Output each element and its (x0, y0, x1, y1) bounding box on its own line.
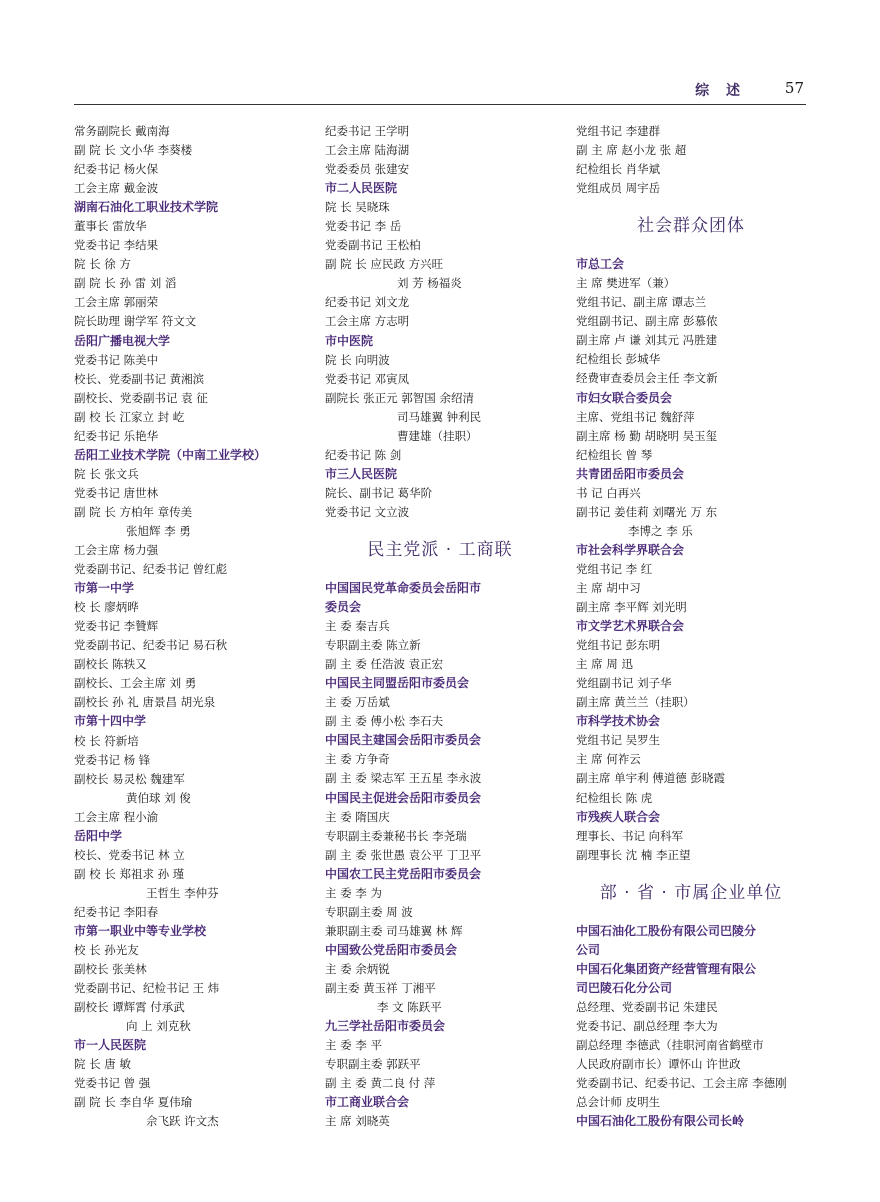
personnel-line: 常务副院长 戴南海 (74, 124, 170, 138)
personnel-line: 总会计师 皮明生 (576, 1095, 661, 1110)
organization-heading: 中国民主同盟岳阳市委员会 (325, 676, 470, 691)
personnel-line: 李 文 陈跃平 (377, 1000, 442, 1015)
section-heading: 社会群众团体 (637, 216, 745, 237)
personnel-line: 党委副书记、纪检书记 王 炜 (74, 981, 220, 996)
personnel-line: 党组书记 李建群 (576, 124, 661, 138)
organization-heading: 中国石油化工股份有限公司长岭 (576, 1114, 745, 1129)
personnel-line: 党委书记 李贊辉 (74, 619, 159, 634)
organization-heading: 委员会 (325, 600, 362, 615)
personnel-line: 副主席 黄兰兰（挂职） (576, 695, 695, 710)
organization-heading: 市文学艺术界联合会 (576, 619, 685, 634)
personnel-line: 人民政府副市长）谭怀山 许世政 (576, 1057, 741, 1072)
personnel-line: 副校长 谭辉霄 付承武 (74, 1000, 185, 1015)
personnel-line: 院 长 向明波 (325, 352, 390, 367)
organization-heading: 市科学技术协会 (576, 714, 661, 729)
personnel-line: 王哲生 李仲芬 (146, 885, 219, 900)
column-left (74, 122, 304, 1131)
organization-heading: 岳阳中学 (74, 828, 123, 843)
organization-heading: 中国民主促进会岳阳市委员会 (325, 790, 482, 805)
personnel-line: 党委副书记、纪委书记 曾红彪 (74, 562, 228, 577)
personnel-line: 刘 芳 杨福炎 (397, 276, 462, 291)
personnel-line: 院长助理 谢学军 符文文 (74, 314, 197, 329)
personnel-line: 副院长 张正元 郭智国 余绍清 (325, 390, 474, 405)
personnel-line: 副 院 长 李自华 夏伟瑜 (74, 1095, 193, 1110)
personnel-line: 副书记 姜佳莉 刘曙光 万 东 (576, 504, 718, 519)
personnel-line: 副校长 张美林 (74, 962, 147, 977)
section-title: 综 述 (695, 83, 746, 99)
personnel-line: 纪委书记 杨火保 (74, 162, 159, 177)
personnel-line: 纪委书记 陈 剑 (325, 447, 402, 462)
personnel-line: 工会主席 杨力强 (74, 543, 159, 558)
organization-heading: 湖南石油化工职业技术学院 (74, 200, 219, 215)
personnel-line: 副 校 长 郑祖求 孙 瑾 (74, 866, 185, 881)
personnel-line: 党委副书记、纪委书记、工会主席 李德刚 (576, 1076, 787, 1091)
organization-heading: 市工商业联合会 (325, 1095, 410, 1110)
organization-heading: 中国致公党岳阳市委员会 (325, 942, 458, 957)
organization-heading: 岳阳广播电视大学 (74, 333, 171, 348)
page-number: 57 (784, 79, 804, 97)
personnel-line: 副主席 李平辉 刘光明 (576, 600, 687, 615)
personnel-line: 纪检组长 彭城华 (576, 352, 661, 367)
personnel-line: 纪委书记 刘文龙 (325, 295, 410, 310)
personnel-line: 副 院 长 应民政 方兴旺 (325, 257, 444, 272)
personnel-line: 院 长 张文兵 (74, 466, 139, 481)
personnel-line: 主 委 万岳斌 (325, 695, 390, 710)
personnel-line: 党组副书记、副主席 彭慕侬 (576, 314, 718, 329)
organization-heading: 市妇女联合委员会 (576, 390, 673, 405)
personnel-line: 副校长、工会主席 刘 勇 (74, 676, 197, 691)
personnel-line: 副校长 陈轶又 (74, 657, 147, 672)
personnel-line: 党委书记 陈美中 (74, 352, 159, 367)
personnel-line: 院长、副书记 葛华阶 (325, 485, 433, 500)
organization-heading: 市第一中学 (74, 581, 135, 596)
personnel-line: 党委副书记 王松柏 (325, 238, 421, 253)
personnel-line: 工会主席 陆海湖 (325, 143, 410, 158)
personnel-line: 副主席 杨 勤 胡晓明 吴玉玺 (576, 428, 718, 443)
personnel-line: 主 席 刘晓英 (325, 1114, 390, 1129)
personnel-line: 李博之 李 乐 (628, 523, 693, 538)
personnel-line: 主席、党组书记 魏舒萍 (576, 409, 695, 424)
section-heading: 部 · 省 · 市属企业单位 (599, 882, 783, 903)
personnel-line: 工会主席 程小渝 (74, 809, 159, 824)
organization-heading: 中国农工民主党岳阳市委员会 (325, 866, 482, 881)
personnel-line: 党委委员 张建安 (325, 162, 410, 177)
page-header (74, 80, 806, 105)
personnel-line: 主 席 樊进军（兼） (576, 276, 676, 291)
personnel-line: 党委书记 邓寅凤 (325, 371, 410, 386)
personnel-line: 主 委 余炳锐 (325, 961, 390, 976)
personnel-line: 主 委 李 为 (325, 885, 382, 900)
organization-heading: 市第一职业中等专业学校 (74, 923, 207, 938)
personnel-line: 张旭辉 李 勇 (126, 523, 191, 538)
personnel-line: 副 院 长 文小华 李葵楼 (74, 143, 193, 158)
personnel-line: 经费审查委员会主任 李文新 (576, 371, 718, 386)
personnel-line: 副 主 委 黄二良 付 萍 (325, 1076, 436, 1091)
personnel-line: 校长、党委副书记 黄湘滨 (74, 371, 205, 386)
personnel-line: 党组书记 李 红 (576, 561, 653, 576)
organization-heading: 市二人民医院 (325, 181, 398, 196)
personnel-line: 院 长 唐 敏 (74, 1057, 131, 1072)
personnel-line: 总经理、党委副书记 朱建民 (576, 999, 718, 1014)
personnel-line: 工会主席 方志明 (325, 314, 410, 329)
personnel-line: 专职副主委 陈立新 (325, 638, 421, 653)
personnel-line: 纪检组长 曾 琴 (576, 447, 653, 462)
organization-heading: 中国石油化工股份有限公司巴陵分 (576, 923, 757, 938)
organization-heading: 市一人民医院 (74, 1038, 147, 1053)
personnel-line: 党组书记、副主席 谭志兰 (576, 295, 707, 310)
personnel-line: 工会主席 戴金波 (74, 181, 159, 196)
personnel-line: 党组副书记 刘子华 (576, 676, 672, 691)
organization-heading: 市总工会 (576, 257, 625, 272)
personnel-line: 纪检组长 肖华斌 (576, 162, 661, 177)
personnel-line: 工会主席 郭丽荣 (74, 295, 159, 310)
column-middle (325, 122, 555, 1131)
personnel-line: 党委书记、副总经理 李大为 (576, 1018, 718, 1033)
personnel-line: 董事长 雷放华 (74, 219, 147, 234)
personnel-line: 党委书记 唐世林 (74, 485, 159, 500)
personnel-line: 司马雄翼 钟利民 (397, 409, 482, 424)
personnel-line: 副理事长 沈 楠 李正望 (576, 847, 691, 862)
personnel-line: 纪委书记 乐艳华 (74, 428, 159, 443)
personnel-line: 校 长 廖炳晔 (74, 600, 139, 615)
personnel-line: 专职副主委 周 波 (325, 904, 413, 919)
personnel-line: 副 主 委 张世愚 袁公平 丁卫平 (325, 847, 482, 862)
personnel-line: 主 委 秦吉兵 (325, 619, 390, 634)
personnel-line: 纪委书记 李阳春 (74, 904, 159, 919)
organization-heading: 市残疾人联合会 (576, 809, 661, 824)
personnel-line: 党委书记 文立波 (325, 504, 410, 519)
organization-heading: 公司 (576, 942, 601, 957)
section-heading: 民主党派 · 工商联 (367, 539, 513, 560)
personnel-line: 主 席 周 迅 (576, 657, 633, 672)
organization-heading: 司巴陵石化分公司 (576, 980, 673, 995)
personnel-line: 副校长 易灵松 魏建军 (74, 771, 185, 786)
personnel-line: 兼职副主委 司马雄翼 林 辉 (325, 923, 463, 938)
personnel-line: 副 主 委 傅小松 李石夫 (325, 714, 444, 729)
organization-heading: 共青团岳阳市委员会 (576, 466, 685, 481)
organization-heading: 市第十四中学 (74, 714, 147, 729)
organization-heading: 中国民主建国会岳阳市委员会 (325, 733, 482, 748)
personnel-line: 校 长 孙光友 (74, 943, 139, 958)
column-right (576, 122, 806, 1131)
personnel-line: 副总经理 李德武（挂职河南省鹤壁市 (576, 1037, 764, 1052)
personnel-line: 主 委 方争奇 (325, 752, 390, 767)
personnel-line: 党组书记 彭东明 (576, 638, 661, 653)
organization-heading: 市社会科学界联合会 (576, 542, 685, 557)
personnel-line: 理事长、书记 向科军 (576, 828, 684, 843)
personnel-line: 党委书记 杨 锋 (74, 752, 151, 767)
personnel-line: 院 长 吴晓珠 (325, 200, 390, 215)
personnel-line: 副 院 长 孙 雷 刘 滔 (74, 276, 177, 291)
personnel-line: 副主席 单宇利 傅道德 彭晓霞 (576, 771, 725, 786)
personnel-line: 副主席 卢 谦 刘其元 冯胜建 (576, 333, 718, 348)
personnel-line: 专职副主委兼秘书长 李尧瑞 (325, 828, 467, 843)
personnel-line: 佘飞跃 许文杰 (146, 1114, 219, 1129)
personnel-line: 副 主 委 任浩波 袁正宏 (325, 657, 444, 672)
organization-heading: 九三学社岳阳市委员会 (325, 1019, 446, 1034)
personnel-line: 纪委书记 王学明 (325, 124, 410, 138)
organization-heading: 中国国民党革命委员会岳阳市 (325, 580, 482, 595)
personnel-line: 副校长、党委副书记 袁 征 (74, 390, 208, 405)
organization-heading: 市三人民医院 (325, 466, 398, 481)
personnel-line: 校 长 符新培 (74, 733, 139, 748)
personnel-line: 党组书记 吴罗生 (576, 733, 661, 748)
personnel-line: 院 长 徐 方 (74, 257, 131, 272)
personnel-line: 副主委 黄玉祥 丁湘平 (325, 980, 436, 995)
organization-heading: 中国石化集团资产经营管理有限公 (576, 961, 757, 976)
personnel-line: 党委书记 李结果 (74, 238, 159, 253)
personnel-line: 黄伯球 刘 俊 (126, 790, 191, 805)
personnel-line: 副 主 席 赵小龙 张 超 (576, 143, 687, 158)
organization-heading: 市中医院 (325, 333, 374, 348)
personnel-line: 副校长 孙 礼 唐景昌 胡光泉 (74, 695, 216, 710)
personnel-line: 主 委 李 平 (325, 1038, 382, 1053)
personnel-line: 主 委 隋国庆 (325, 809, 390, 824)
personnel-line: 副 校 长 江家立 封 屹 (74, 409, 185, 424)
personnel-line: 党委书记 曾 强 (74, 1076, 151, 1091)
personnel-line: 向 上 刘克秋 (126, 1019, 191, 1034)
personnel-line: 党委副书记、纪委书记 易石秋 (74, 638, 228, 653)
personnel-line: 专职副主委 郭跃平 (325, 1057, 421, 1072)
organization-heading: 岳阳工业技术学院（中南工业学校） (74, 447, 267, 462)
personnel-line: 主 席 胡中习 (576, 580, 641, 595)
personnel-line: 副 院 长 方柏年 章传美 (74, 504, 193, 519)
personnel-line: 副 主 委 梁志军 王五星 李永波 (325, 771, 482, 786)
personnel-line: 校长、党委书记 林 立 (74, 847, 185, 862)
personnel-line: 主 席 何祚云 (576, 752, 641, 767)
personnel-line: 党委书记 李 岳 (325, 219, 402, 234)
personnel-line: 书 记 白再兴 (576, 485, 641, 500)
personnel-line: 曹建雄（挂职） (397, 428, 478, 443)
personnel-line: 纪检组长 陈 虎 (576, 790, 653, 805)
personnel-line: 党组成员 周宇岳 (576, 181, 661, 196)
